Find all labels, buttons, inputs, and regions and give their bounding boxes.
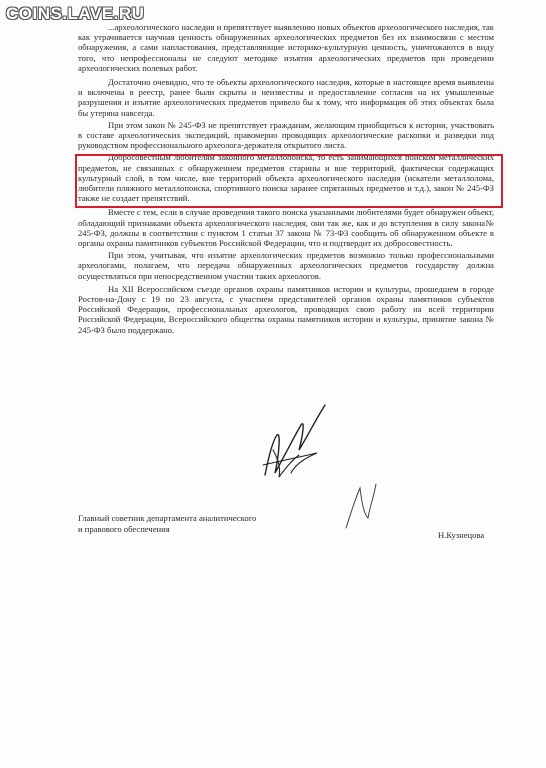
handwritten-signature [255,395,345,490]
site-watermark: COINS.LAVE.RU [6,4,145,23]
paragraph-6: При этом, учитывая, что изъятие археологических предметов возможно только профессиональными археологами, полагаем, что передача обнаруженных археологических предметов государству должна осуществляться при непосредственном участии таких археологов. [78,250,494,281]
paragraph-2: Достаточно очевидно, что те объекты археологического наследия, которые в настоящее время выявлены и включены в реестр, ранее были скрыты и неизвестны и предоставление согласия на их умышленные разрушения и изъятие археологических предметов привело бы к тому, что информация об этих объектах была бы утеряна навсегда. [78,77,494,118]
paragraph-5: Вместе с тем, если в случае проведения такого поиска указанными любителями будет обнаружен объект, обладающий признаками объекта археологического наследия, они так же, как и до вступления в силу закона№ 245-ФЗ, должны в соответствии с пунктом 1 статьи 37 закона № 73-ФЗ сообщить об обнаруженном объекте в органы охраны памятников субъектов Российской Федерации, что и подтвердит их добросовестность. [78,207,494,249]
paragraph-highlighted: Добросовестным любителям законного металлопоиска, то есть занимающихся поиском металлических предметов, не связанных с обнаружением предметов старины и вне территорий, фактически содержащих культурный слой, в том числе, вне территорий объекта археологического наследия (искатели металлолома, любители пляжного металлопоиска, спортивного поиска заранее спрятанных предметов и т.д.), закон № 245-ФЗ также не создает препятствий. [78,152,494,204]
letter-body [78,22,494,337]
signatory-title-line-2: и правового обеспечения [78,523,170,534]
paragraph-1: ...археологического наследия и препятствует выявлению новых объектов археологического наследия, так как утрачивается научная ценность обнаруженных археологических предметов без их взаимосвязи с местом обнаружения, а сами напластования, представляющие историко-культурную ценность, уничтожаются в виду того, что непрофессионалы не следуют методике изъятия археологических предметов при проведении археологических полевых работ. [78,22,494,73]
paragraph-3: При этом закон № 245-ФЗ не препятствует гражданам, желающим приобщиться к истории, участвовать в составе археологических экспедиций, правомерно проводящих археологические раскопки и разведки под руководством профессионального археолога-держателя открытого листа. [78,119,494,151]
paragraph-7: На XII Всероссийском съезде органов охраны памятников истории и культуры, прошедшем в городе Ростов-на-Дону с 19 по 23 августа, с участием представителей органов охраны памятников субъектов Российской Федерации, профессиональных археологов, проводящих свою работу на всей территории Российской Федерации, Всероссийского общества охраны памятников истории и культуры, принятие закона № 245-ФЗ было поддержано. [78,283,494,335]
initials-mark [340,478,380,533]
signatory-title-line-1: Главный советник департамента аналитического [78,513,257,523]
signatory-title [78,513,256,534]
signatory-name: Н.Кузнецова [438,530,485,540]
